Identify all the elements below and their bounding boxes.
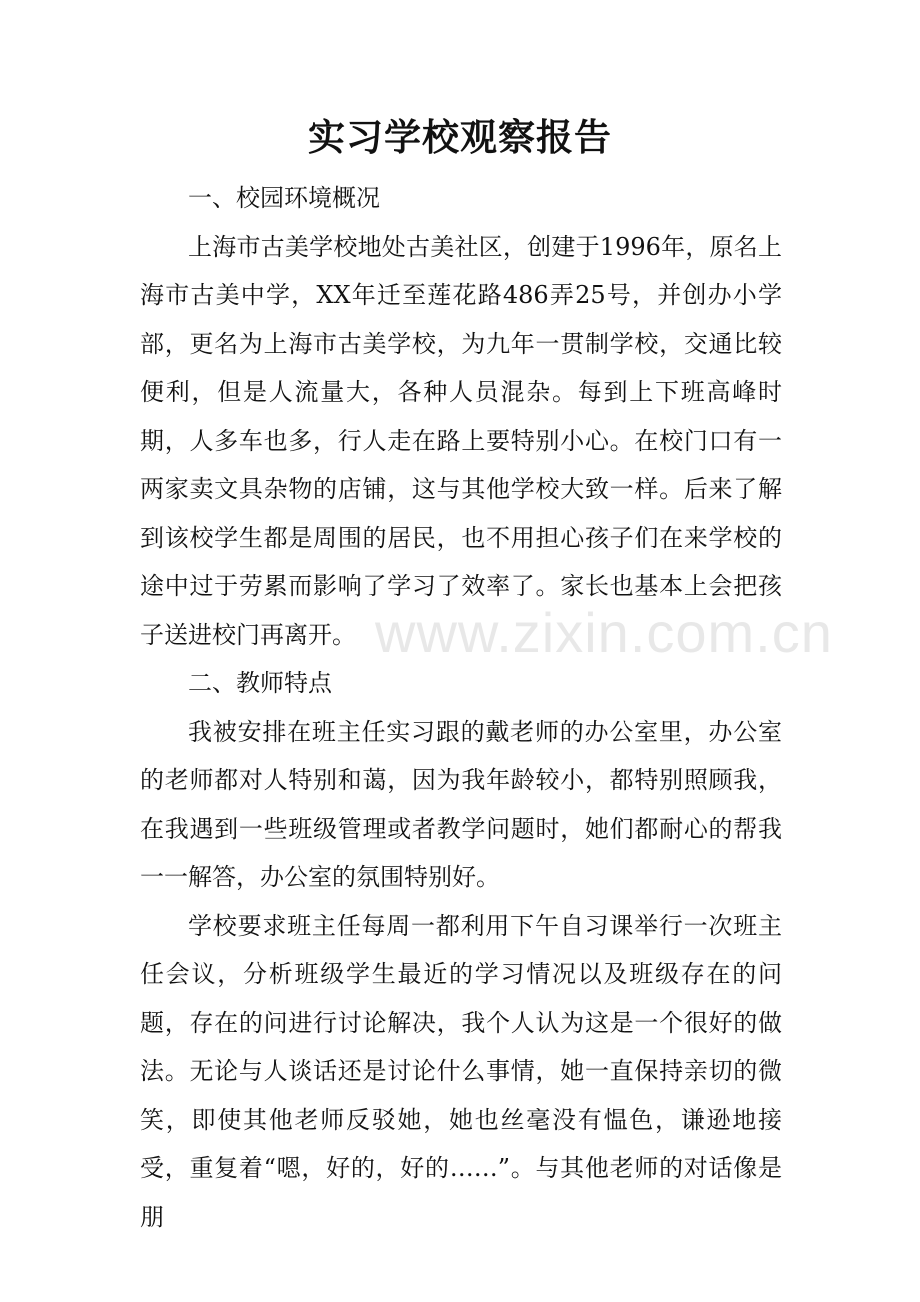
- body-paragraph: 学校要求班主任每周一都利用下午自习课举行一次班主任会议，分析班级学生最近的学习情况以及班级存在的问题，存在的问进行讨论解决，我个人认为这是一个很好的做法。无论与人谈话还是讨论什么事情，她一直保持亲切的微笑，即使其他老师反驳她，她也丝毫没有愠色，谦逊地接受，重复着“嗯，好的，好的……”。与其他老师的对话像是朋: [140, 911, 782, 1231]
- body-paragraph: 上海市古美学校地处古美社区，创建于1996年，原名上海市古美中学，XX年迁至莲花路486弄25号，并创办小学部，更名为上海市古美学校，为九年一贯制学校，交通比较便利，但是人流量大，各种人员混杂。每到上下班高峰时期，人多车也多，行人走在路上要特别小心。在校门口有一两家卖文具杂物的店铺，这与其他学校大致一样。后来了解到该校学生都是周围的居民，也不用担心孩子们在来学校的途中过于劳累而影响了学习了效率了。家长也基本上会把孩子送进校门再离开。: [140, 232, 782, 649]
- section-heading: 一、校园环境概况: [188, 184, 380, 212]
- section-heading: 二、教师特点: [188, 669, 332, 697]
- document-title: 实习学校观察报告: [308, 115, 612, 159]
- watermark: www.zixin.com.cn: [375, 601, 833, 664]
- body-paragraph: 我被安排在班主任实习跟的戴老师的办公室里，办公室的老师都对人特别和蔼，因为我年龄较小，都特别照顾我，在我遇到一些班级管理或者教学问题时，她们都耐心的帮我一一解答，办公室的氛围特别好。: [140, 717, 782, 891]
- document-body: [140, 174, 782, 1241]
